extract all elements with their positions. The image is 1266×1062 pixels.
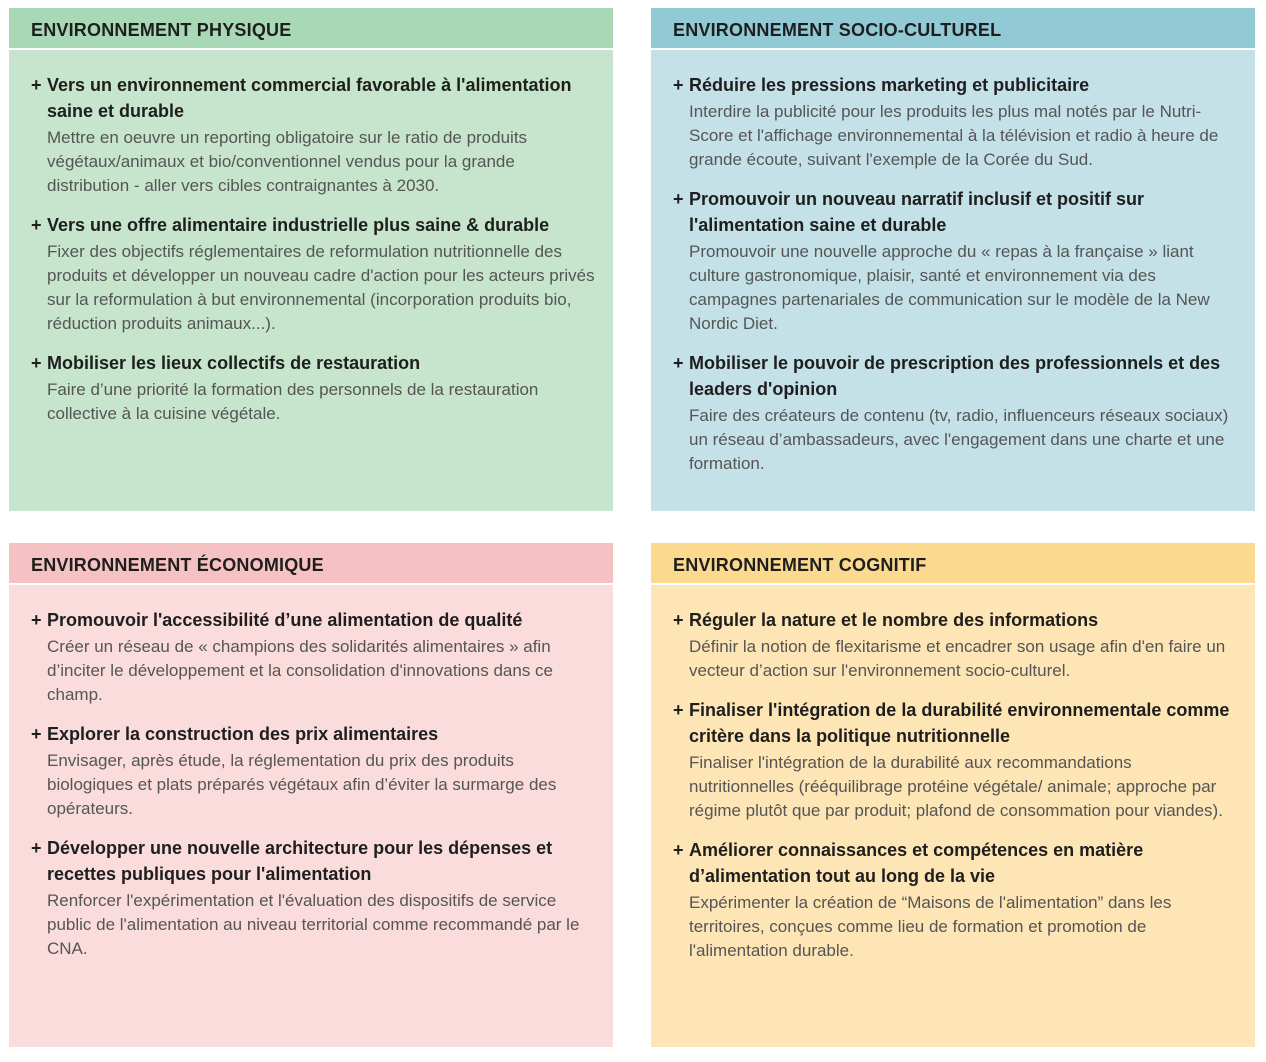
panel-title: ENVIRONNEMENT PHYSIQUE xyxy=(9,8,613,50)
item-description: Promouvoir une nouvelle approche du « repas à la française » liant culture gastronomique, plaisir, santé et environnement via des campagnes partenariales de communication sur le modèle de la New Nordic Diet. xyxy=(689,242,1210,333)
list-item xyxy=(31,607,597,707)
item-description: Faire d’une priorité la formation des personnels de la restauration collective à la cuisine végétale. xyxy=(47,380,539,423)
panel-environnement-physique xyxy=(9,8,613,511)
item-title: Vers un environnement commercial favorable à l'alimentation saine et durable xyxy=(47,75,572,121)
item-description: Finaliser l'intégration de la durabilité aux recommandations nutritionnelles (rééquilibrage protéine végétale/ animale; approche par régime plutôt que par produit; plafond de consommation pour viandes). xyxy=(689,753,1223,820)
panel-title: ENVIRONNEMENT SOCIO-CULTUREL xyxy=(651,8,1255,50)
item-title: Explorer la construction des prix alimentaires xyxy=(47,724,439,744)
plus-icon: + xyxy=(673,75,684,95)
plus-icon: + xyxy=(673,189,684,209)
panel-title: ENVIRONNEMENT COGNITIF xyxy=(651,543,1255,585)
item-title: Réduire les pressions marketing et publicitaire xyxy=(689,75,1090,95)
item-title: Réguler la nature et le nombre des informations xyxy=(689,610,1099,630)
item-title: Mobiliser le pouvoir de prescription des professionnels et des leaders d'opinion xyxy=(689,353,1221,399)
item-description: Expérimenter la création de “Maisons de l'alimentation” dans les territoires, conçues comme lieu de formation et promotion de l'alimentation durable. xyxy=(689,893,1172,960)
list-item xyxy=(673,607,1239,683)
list-item xyxy=(31,212,597,336)
plus-icon: + xyxy=(673,840,684,860)
item-title: Promouvoir un nouveau narratif inclusif et positif sur l'alimentation saine et durable xyxy=(689,189,1145,235)
plus-icon: + xyxy=(673,700,684,720)
list-item xyxy=(673,697,1239,823)
list-item xyxy=(31,835,597,961)
plus-icon: + xyxy=(673,610,684,630)
panel-title: ENVIRONNEMENT ÉCONOMIQUE xyxy=(9,543,613,585)
item-title: Promouvoir l'accessibilité d’une alimentation de qualité xyxy=(47,610,523,630)
item-description: Fixer des objectifs réglementaires de reformulation nutritionnelle des produits et développer un nouveau cadre d'action pour les acteurs privés sur la reformulation à but environnemental (incorporation produits bio, réduction produits animaux...). xyxy=(47,242,595,333)
item-description: Faire des créateurs de contenu (tv, radio, influenceurs réseaux sociaux) un réseau d’ambassadeurs, avec l'engagement dans une charte et une formation. xyxy=(689,406,1229,473)
plus-icon: + xyxy=(673,353,684,373)
item-title: Mobiliser les lieux collectifs de restauration xyxy=(47,353,421,373)
panel-environnement-socio-culturel xyxy=(651,8,1255,511)
list-item xyxy=(673,186,1239,336)
list-item xyxy=(673,350,1239,476)
item-description: Mettre en oeuvre un reporting obligatoire sur le ratio de produits végétaux/animaux et bio/conventionnel vendus pour la grande distribution - aller vers cibles contraignantes à 2030. xyxy=(47,128,528,195)
item-description: Renforcer l'expérimentation et l'évaluation des dispositifs de service public de l'alimentation au niveau territorial comme recommandé par le CNA. xyxy=(47,891,580,958)
item-description: Définir la notion de flexitarisme et encadrer son usage afin d'en faire un vecteur d’action sur l'environnement socio-culturel. xyxy=(689,637,1226,680)
item-title: Développer une nouvelle architecture pour les dépenses et recettes publiques pour l'alimentation xyxy=(47,838,553,884)
plus-icon: + xyxy=(31,724,42,744)
plus-icon: + xyxy=(31,215,42,235)
item-title: Finaliser l'intégration de la durabilité environnementale comme critère dans la politique nutritionnelle xyxy=(689,700,1230,746)
list-item xyxy=(673,837,1239,963)
list-item xyxy=(31,72,597,198)
list-item xyxy=(31,721,597,821)
plus-icon: + xyxy=(31,75,42,95)
panel-environnement-cognitif xyxy=(651,543,1255,1047)
item-title: Vers une offre alimentaire industrielle plus saine & durable xyxy=(47,215,550,235)
item-description: Interdire la publicité pour les produits les plus mal notés par le Nutri-Score et l'affichage environnemental à la télévision et radio à heure de grande écoute, suivant l'exemple de la Corée du Sud. xyxy=(689,102,1219,169)
list-item xyxy=(673,72,1239,172)
item-description: Créer un réseau de « champions des solidarités alimentaires » afin d’inciter le développement et la consolidation d'innovations dans ce champ. xyxy=(47,637,554,704)
item-description: Envisager, après étude, la réglementation du prix des produits biologiques et plats préparés végétaux afin d’éviter la surmarge des opérateurs. xyxy=(47,751,557,818)
panel-environnement-economique xyxy=(9,543,613,1047)
plus-icon: + xyxy=(31,838,42,858)
plus-icon: + xyxy=(31,610,42,630)
item-title: Améliorer connaissances et compétences en matière d’alimentation tout au long de la vie xyxy=(689,840,1144,886)
plus-icon: + xyxy=(31,353,42,373)
list-item xyxy=(31,350,597,426)
